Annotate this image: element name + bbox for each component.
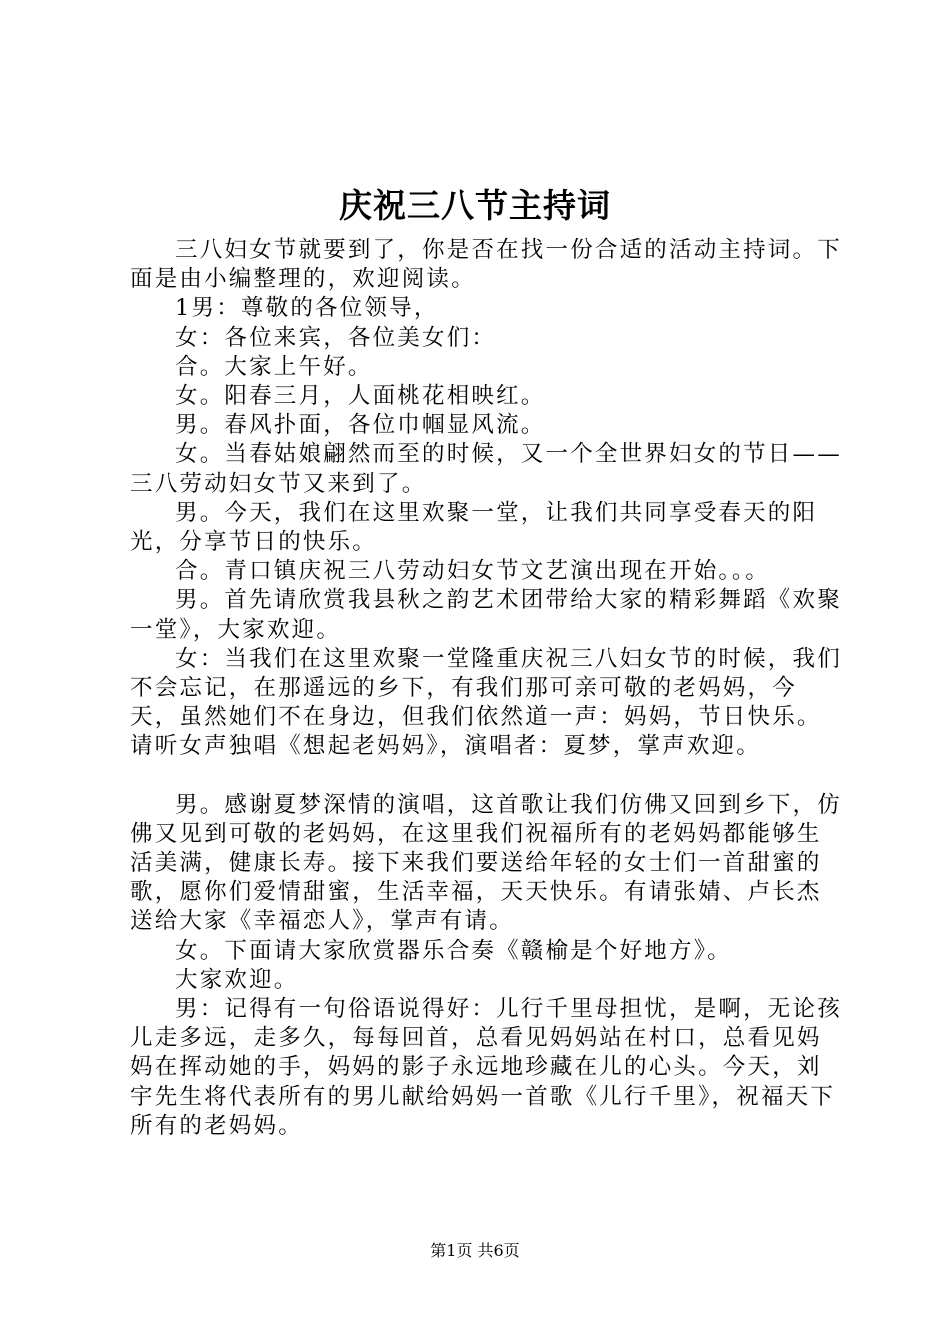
paragraph-intro: 三八妇女节就要到了，你是否在找一份合适的活动主持词。下面是由小编整理的，欢迎阅读。 xyxy=(130,237,842,293)
paragraph-line: 女。阳春三月，人面桃花相映红。 xyxy=(175,383,546,410)
paragraph-line: 女：各位来宾，各位美女们： xyxy=(175,324,497,351)
paragraph-line: 女。下面请大家欣赏器乐合奏《赣榆是个好地方》。 xyxy=(175,937,732,964)
paragraph-line: 男。今天，我们在这里欢聚一堂，让我们共同享受春天的阳光，分享节日的快乐。 xyxy=(130,499,818,556)
paragraph-line: 1男：尊敬的各位领导， xyxy=(175,295,439,322)
document-body xyxy=(130,236,842,1141)
page-footer: 第1页 共6页 xyxy=(430,1241,520,1260)
paragraph-line: 合。大家上午好。 xyxy=(175,353,373,380)
paragraph-line: 女：当我们在这里欢聚一堂隆重庆祝三八妇女节的时候，我们不会忘记，在那遥远的乡下，有我们那可亲可敬的老妈妈，今天，虽然她们不在身边，但我们依然道一声：妈妈，节日快乐。请听女声独唱《想起老妈妈》，演唱者：夏梦，掌声欢迎。 xyxy=(130,645,842,760)
paragraph-line: 合。青口镇庆祝三八劳动妇女节文艺演出现在开始。。。 xyxy=(175,558,771,585)
paragraph-line: 男。首先请欣赏我县秋之韵艺术团带给大家的精彩舞蹈《欢聚一堂》，大家欢迎。 xyxy=(130,587,842,643)
document-title: 庆祝三八节主持词 xyxy=(339,186,611,225)
paragraph-line: 男。春风扑面，各位巾帼显风流。 xyxy=(175,412,546,439)
paragraph-line: 男：记得有一句俗语说得好：儿行千里母担忧，是啊，无论孩儿走多远，走多久，每每回首，总看见妈妈站在村口，总看见妈妈在挥动她的手，妈妈的影子永远地珍藏在儿的心头。今天，刘宇先生将代表所有的男儿献给妈妈一首歌《儿行千里》，祝福天下所有的老妈妈。 xyxy=(130,996,842,1139)
paragraph-line: 男。感谢夏梦深情的演唱，这首歌让我们仿佛又回到乡下，仿佛又见到可敬的老妈妈，在这里我们祝福所有的老妈妈都能够生活美满，健康长寿。接下来我们要送给年轻的女士们一首甜蜜的歌，愿你们爱情甜蜜，生活幸福，天天快乐。有请张婧、卢长杰送给大家《幸福恋人》，掌声有请。 xyxy=(130,791,842,935)
paragraph-line: 女。当春姑娘翩然而至的时候，又一个全世界妇女的节日——三八劳动妇女节又来到了。 xyxy=(130,441,842,497)
paragraph-line: 大家欢迎。 xyxy=(175,966,299,993)
